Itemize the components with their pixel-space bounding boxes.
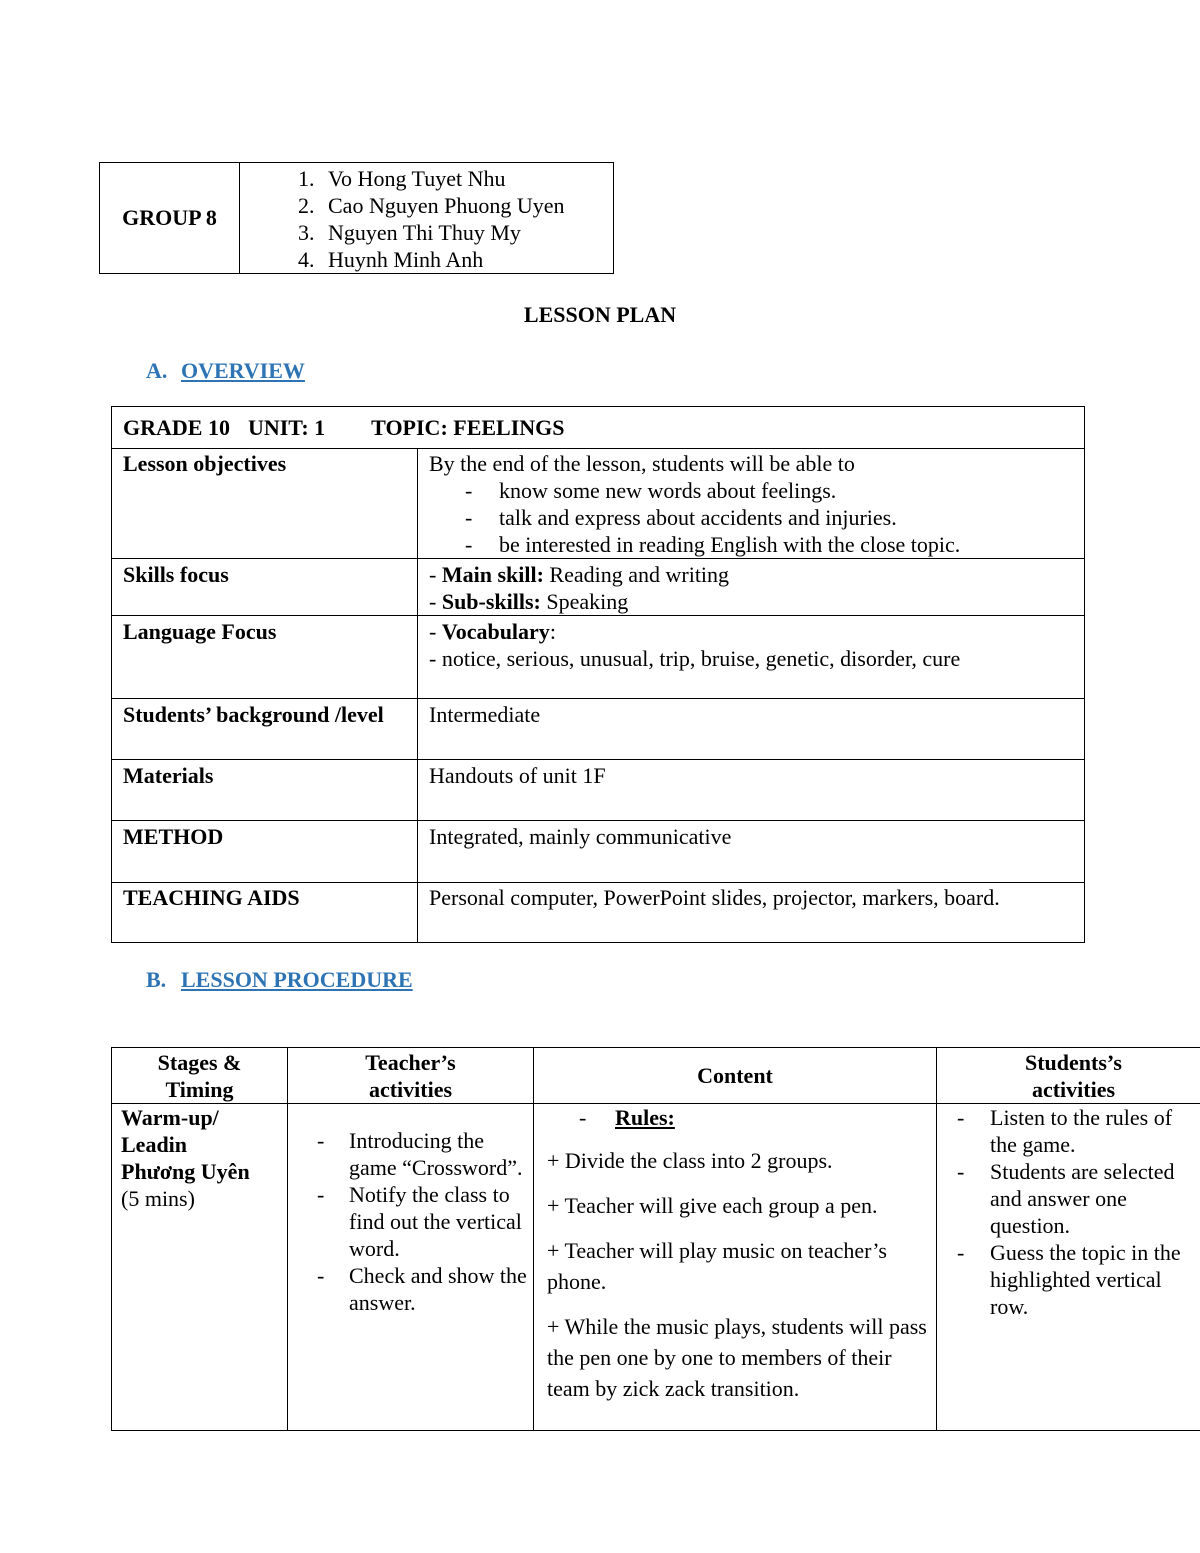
page-title: LESSON PLAN xyxy=(523,302,677,327)
row-label: Students’ background /level xyxy=(112,699,418,760)
main-skill-label: Main skill: xyxy=(441,562,544,587)
content-cell xyxy=(534,1104,937,1431)
objective-item: - be interested in reading English with the close topic. xyxy=(465,531,1084,558)
overview-row xyxy=(112,699,1085,760)
content-item: + Teacher will play music on teacher’s phone. xyxy=(547,1238,887,1294)
student-activity-list xyxy=(946,1104,1200,1320)
header-students-line: activities xyxy=(1031,1076,1116,1102)
row-value: Intermediate xyxy=(418,699,1085,760)
sub-skill-value: Speaking xyxy=(546,589,629,614)
group-member: 4. Huynh Minh Anh xyxy=(320,246,613,273)
row-label: Skills focus xyxy=(112,559,418,616)
header-stages-line: Timing xyxy=(165,1076,234,1102)
row-value xyxy=(418,449,1085,559)
content-item: + Divide the class into 2 groups. xyxy=(547,1148,833,1173)
stage-timing: (5 mins) xyxy=(121,1186,195,1211)
group-member-list xyxy=(240,165,613,273)
header-stages xyxy=(112,1048,288,1104)
group-member: 1. Vo Hong Tuyet Nhu xyxy=(320,165,613,192)
vocabulary-words: - notice, serious, unusual, trip, bruise, genetic, disorder, cure xyxy=(429,646,961,671)
topic-label: TOPIC: FEELINGS xyxy=(371,415,565,440)
header-students xyxy=(937,1048,1200,1104)
teacher-cell xyxy=(288,1104,534,1431)
group-table xyxy=(99,162,614,274)
procedure-table xyxy=(111,1047,1200,1431)
procedure-row xyxy=(112,1104,1200,1431)
sub-skill-label: Sub-skills: xyxy=(441,589,541,614)
vocabulary-label: Vocabulary xyxy=(441,619,550,644)
overview-row xyxy=(112,559,1085,616)
main-skill-line: - Main skill: Reading and writing xyxy=(429,562,730,587)
students-cell xyxy=(937,1104,1200,1431)
section-heading-overview xyxy=(146,358,305,384)
group-member: 3. Nguyen Thi Thuy My xyxy=(320,219,613,246)
teacher-activity: - Introducing the game “Crossword”. xyxy=(317,1127,527,1181)
content-item: + Teacher will give each group a pen. xyxy=(547,1193,878,1218)
content-item: + While the music plays, students will pass the pen one by one to members of their team by zick zack transition. xyxy=(547,1314,927,1401)
student-activity: - Students are selected and answer one question. xyxy=(957,1158,1200,1239)
row-label: Materials xyxy=(112,760,418,821)
stage-name: Warm-up/ xyxy=(121,1105,219,1130)
stage-cell xyxy=(112,1104,288,1431)
group-label: GROUP 8 xyxy=(100,163,240,274)
header-teacher-line: Teacher’s xyxy=(365,1049,456,1075)
header-teacher-line: activities xyxy=(368,1076,453,1102)
header-stages-line: Stages & xyxy=(157,1049,242,1075)
overview-row xyxy=(112,821,1085,883)
header-students-line: Students’s xyxy=(1025,1049,1122,1075)
overview-row xyxy=(112,616,1085,699)
row-label: Language Focus xyxy=(112,616,418,699)
overview-row xyxy=(112,760,1085,821)
student-activity: - Listen to the rules of the game. xyxy=(957,1104,1200,1158)
overview-header-row xyxy=(112,407,1085,449)
row-value xyxy=(418,559,1085,616)
section-title: LESSON PROCEDURE xyxy=(181,967,413,992)
grade-label: GRADE 10 xyxy=(123,415,230,440)
row-value: Personal computer, PowerPoint slides, projector, markers, board. xyxy=(418,883,1085,943)
procedure-header-row xyxy=(112,1048,1200,1104)
row-value: Integrated, mainly communicative xyxy=(418,821,1085,883)
teacher-activity: - Notify the class to find out the vertical word. xyxy=(317,1181,527,1262)
row-label: TEACHING AIDS xyxy=(112,883,418,943)
header-teacher xyxy=(288,1048,534,1104)
objective-item: - talk and express about accidents and injuries. xyxy=(465,504,1084,531)
stage-name: Leadin xyxy=(121,1132,188,1157)
rules-line: - Rules: xyxy=(579,1105,675,1130)
row-label: Lesson objectives xyxy=(112,449,418,559)
section-letter: B. xyxy=(146,967,167,992)
main-skill-value: Reading and writing xyxy=(549,562,730,587)
group-members-cell xyxy=(240,163,614,274)
overview-row xyxy=(112,883,1085,943)
teacher-activity: - Check and show the answer. xyxy=(317,1262,527,1316)
student-activity: - Guess the topic in the highlighted vertical row. xyxy=(957,1239,1200,1320)
vocabulary-line: - Vocabulary: xyxy=(429,619,556,644)
section-letter: A. xyxy=(146,358,168,383)
objectives-intro: By the end of the lesson, students will be able to xyxy=(429,451,855,476)
overview-row xyxy=(112,449,1085,559)
sub-skill-line: - Sub-skills: Speaking xyxy=(429,589,629,614)
objective-item: - know some new words about feelings. xyxy=(465,477,1084,504)
overview-header-cell xyxy=(112,407,1085,449)
row-label: METHOD xyxy=(112,821,418,883)
overview-table xyxy=(111,406,1085,943)
unit-label: UNIT: 1 xyxy=(247,415,326,440)
header-content: Content xyxy=(534,1048,937,1104)
stage-owner: Phương Uyên xyxy=(121,1159,250,1184)
objectives-list xyxy=(429,477,1084,558)
section-heading-procedure xyxy=(146,967,413,993)
teacher-activity-list xyxy=(297,1127,527,1316)
row-value: Handouts of unit 1F xyxy=(418,760,1085,821)
rules-label: Rules: xyxy=(615,1105,675,1130)
row-value xyxy=(418,616,1085,699)
group-member: 2. Cao Nguyen Phuong Uyen xyxy=(320,192,613,219)
section-title: OVERVIEW xyxy=(181,358,305,383)
